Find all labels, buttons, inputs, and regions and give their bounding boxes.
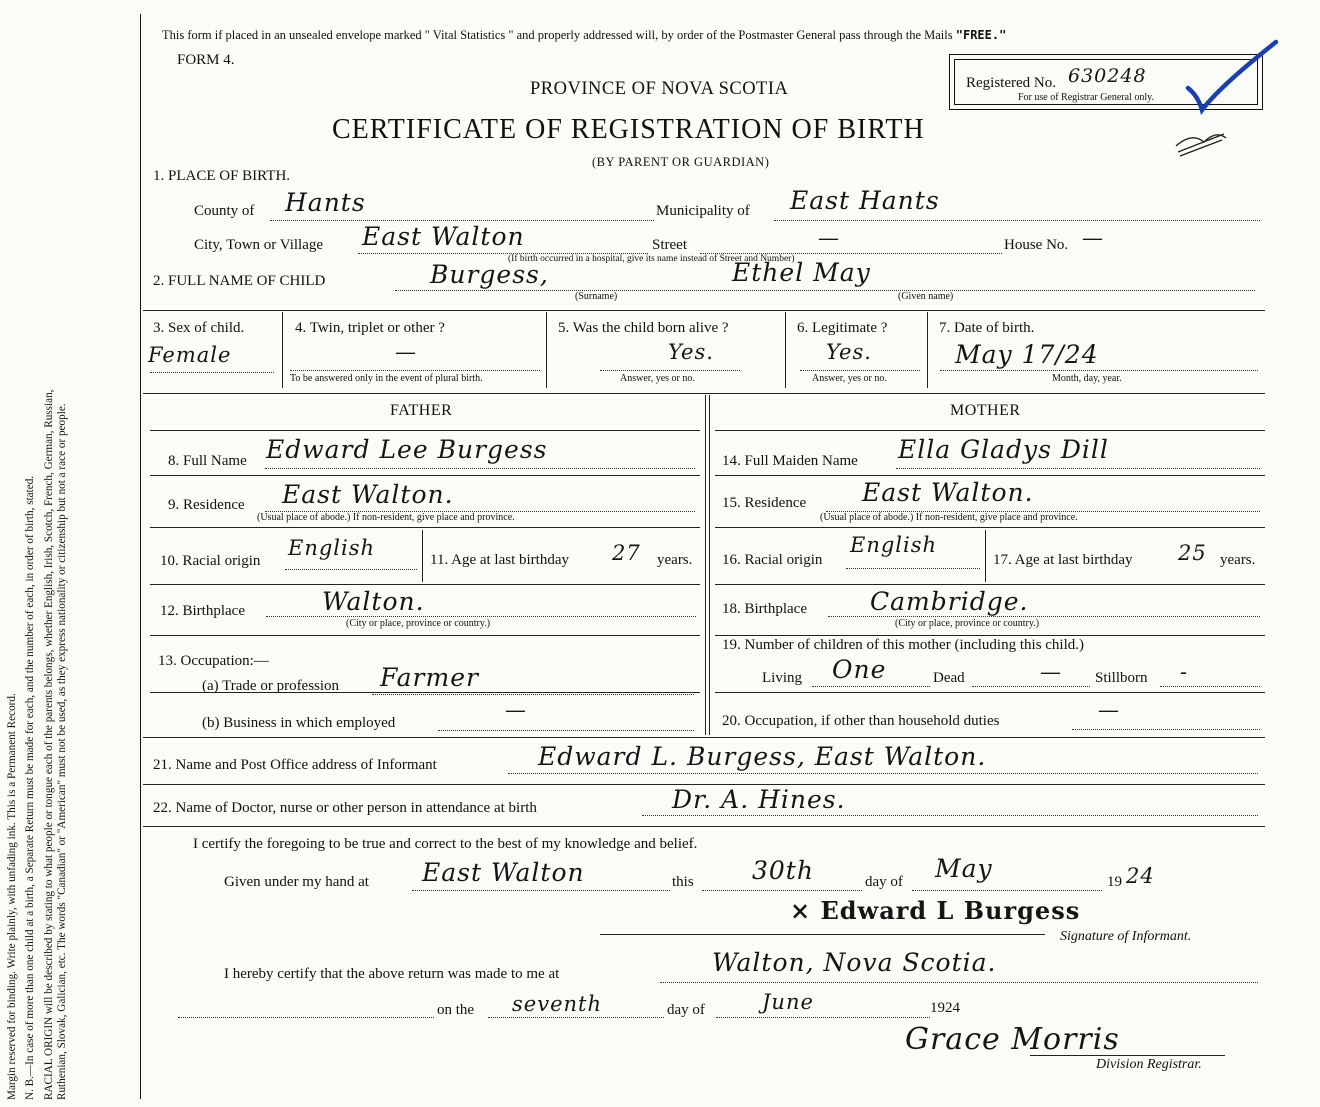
father-name-label: 8. Full Name — [168, 453, 247, 469]
certify-day-of-label: day of — [865, 874, 903, 890]
legitimate-label: 6. Legitimate ? — [797, 320, 888, 336]
registrar-place-line — [660, 982, 1258, 983]
certify-year-prefix: 19 — [1107, 874, 1122, 890]
hospital-note: (If birth occurred in a hospital, give its name instead of Street and Number) — [508, 254, 795, 264]
doctor-value: Dr. A. Hines. — [672, 785, 846, 814]
mother-age-divider — [985, 530, 986, 582]
born-alive-note: Answer, yes or no. — [620, 373, 695, 384]
father-racial-label: 10. Racial origin — [160, 553, 261, 569]
stillborn-value: - — [1180, 660, 1189, 684]
father-name-value: Edward Lee Burgess — [266, 435, 548, 464]
certify-month-line — [912, 890, 1102, 891]
father-rule-5 — [150, 635, 700, 636]
municipality-value: East Hants — [790, 186, 940, 215]
county-label: County of — [194, 203, 255, 219]
city-value: East Walton — [362, 222, 525, 251]
registrar-month-value: June — [762, 990, 814, 1014]
father-business-value: — — [505, 698, 527, 722]
father-birthplace-value: Walton. — [322, 587, 425, 616]
father-rule-3 — [150, 527, 700, 528]
surname-caption: (Surname) — [575, 291, 618, 302]
doctor-label: 22. Name of Doctor, nurse or other person in attendance at birth — [153, 800, 537, 816]
mother-residence-label: 15. Residence — [722, 495, 807, 511]
registrar-month-line — [716, 1017, 930, 1018]
informant-line — [508, 773, 1258, 774]
father-rule-1 — [150, 430, 700, 431]
child-given-name-value: Ethel May — [732, 258, 871, 287]
father-age-label: 11. Age at last birthday — [430, 552, 569, 568]
registrar-place-value: Walton, Nova Scotia. — [712, 948, 997, 977]
sex-label: 3. Sex of child. — [153, 320, 245, 336]
certify-day-value: 30th — [752, 856, 814, 885]
born-alive-label: 5. Was the child born alive ? — [558, 320, 729, 336]
father-birthplace-label: 12. Birthplace — [160, 603, 245, 619]
mother-rule-2 — [715, 475, 1265, 476]
row3-divider-3 — [785, 312, 786, 388]
mother-rule-5 — [715, 635, 1265, 636]
father-trade-label: (a) Trade or profession — [202, 678, 340, 694]
stillborn-label: Stillborn — [1095, 670, 1148, 686]
certificate-subtitle: (BY PARENT OR GUARDIAN) — [592, 155, 770, 169]
date-of-birth-label: 7. Date of birth. — [939, 320, 1035, 336]
struck-number — [1172, 126, 1232, 160]
form-number: FORM 4. — [177, 52, 235, 68]
father-residence-value: East Walton. — [282, 480, 454, 509]
postal-note — [162, 28, 1006, 43]
father-birthplace-line — [266, 616, 696, 617]
registrar-day-value: seventh — [512, 992, 602, 1016]
mother-age-label: 17. Age at last birthday — [993, 552, 1133, 568]
parents-divider-left — [705, 395, 706, 735]
house-number-label: House No. — [1004, 237, 1069, 253]
mother-rule-4 — [715, 584, 1265, 585]
legitimate-line — [800, 370, 920, 371]
mother-residence-value: East Walton. — [862, 478, 1034, 507]
mother-birthplace-note: (City or place, province or country.) — [895, 618, 1040, 629]
father-business-line — [438, 730, 694, 731]
given-under-label: Given under my hand at — [224, 874, 369, 890]
margin-note-4: Ruthenian, Slovak, Galician, etc. The words "Canadian" or "American" must not be used, as they express nationality or citizenship but not a race or people. — [55, 403, 68, 1100]
mother-rule-6 — [715, 692, 1265, 693]
father-rule-4 — [150, 584, 700, 585]
informant-signature-caption: Signature of Informant. — [1060, 929, 1192, 944]
street-label: Street — [652, 237, 687, 253]
mother-age-value: 25 — [1178, 541, 1207, 565]
row3-top-rule — [143, 310, 1265, 311]
registrar-signature-line — [1030, 1055, 1225, 1056]
municipality-line — [774, 220, 1260, 221]
sex-value: Female — [148, 343, 232, 367]
mother-racial-value: English — [850, 533, 938, 557]
child-surname-value: Burgess, — [430, 260, 549, 289]
father-age-unit: years. — [657, 552, 693, 568]
mother-heading: MOTHER — [950, 402, 1021, 419]
margin-note-1: Margin reserved for binding. Write plainly, with unfading ink. This is a Permanent Record. — [6, 693, 18, 1100]
living-value: One — [832, 655, 887, 684]
twin-note: To be answered only in the event of plural birth. — [290, 373, 483, 384]
margin-note-2: N. B.—In case of more than one child at a birth, a Separate Return must be made for each, and the number of each, in order of birth, stated. — [24, 475, 37, 1100]
registrar-signature: Grace Morris — [905, 1022, 1120, 1057]
province-heading: PROVINCE OF NOVA SCOTIA — [530, 79, 789, 99]
on-the-label: on the — [437, 1002, 475, 1018]
mother-age-unit: years. — [1220, 552, 1256, 568]
mother-children-label: 19. Number of children of this mother (including this child.) — [722, 637, 1085, 653]
informant-value: Edward L. Burgess, East Walton. — [538, 742, 987, 771]
father-rule-2 — [150, 475, 700, 476]
mother-name-value: Ella Gladys Dill — [898, 435, 1109, 464]
father-age-value: 27 — [612, 541, 641, 565]
mother-birthplace-label: 18. Birthplace — [722, 601, 807, 617]
legitimate-value: Yes. — [826, 340, 872, 364]
informant-signature: × Edward L Burgess — [790, 896, 1081, 925]
dead-value: — — [1040, 660, 1062, 684]
parents-divider-right — [709, 395, 710, 735]
twin-line — [290, 370, 540, 371]
registered-number: 630248 — [1068, 65, 1147, 87]
father-racial-value: English — [288, 536, 376, 560]
registrar-day-line — [488, 1017, 664, 1018]
living-label: Living — [762, 670, 802, 686]
living-line — [812, 686, 930, 687]
mother-name-label: 14. Full Maiden Name — [722, 453, 858, 469]
free-stamp: "FREE." — [955, 28, 1007, 42]
mother-rule-3 — [715, 527, 1265, 528]
parents-top-rule — [143, 393, 1265, 394]
registrar-caption: Division Registrar. — [1096, 1057, 1202, 1072]
mother-racial-line — [846, 568, 980, 569]
certify-month-value: May — [935, 854, 993, 883]
child-name-label: 2. FULL NAME OF CHILD — [153, 273, 326, 289]
date-of-birth-value: May 17/24 — [955, 340, 1099, 369]
check-mark — [1180, 36, 1285, 126]
street-value: — — [818, 226, 840, 250]
father-trade-line — [372, 694, 694, 695]
registrar-year-value: 1924 — [930, 1000, 960, 1016]
mother-racial-label: 16. Racial origin — [722, 552, 823, 568]
given-name-caption: (Given name) — [898, 291, 954, 302]
father-birthplace-note: (City or place, province or country.) — [346, 618, 491, 629]
mother-rule-1 — [715, 430, 1265, 431]
place-of-birth-label: 1. PLACE OF BIRTH. — [153, 168, 291, 184]
date-of-birth-note: Month, day, year. — [1052, 373, 1122, 384]
certify-statement: I certify the foregoing to be true and correct to the best of my knowledge and belief. — [193, 836, 698, 852]
dead-line — [972, 686, 1090, 687]
father-heading: FATHER — [390, 402, 453, 419]
mother-name-line — [896, 468, 1260, 469]
mother-birthplace-line — [828, 616, 1260, 617]
mother-occupation-value: — — [1098, 698, 1120, 722]
father-trade-value: Farmer — [380, 663, 479, 692]
mother-occupation-label: 20. Occupation, if other than household duties — [722, 713, 1000, 729]
row3-divider-4 — [927, 312, 928, 388]
row3-divider-1 — [282, 312, 283, 388]
row3-divider-2 — [546, 312, 547, 388]
registered-label: Registered No. — [966, 75, 1056, 91]
postal-note-text: This form if placed in an unsealed envelope marked " Vital Statistics " and properly addressed will, by order of the Postmaster General pass through the Mails — [162, 28, 953, 42]
father-residence-note: (Usual place of abode.) If non-resident, give place and province. — [257, 512, 515, 523]
mother-residence-note: (Usual place of abode.) If non-resident, give place and province. — [820, 512, 1078, 523]
informant-top-rule — [143, 737, 1265, 738]
informant-label: 21. Name and Post Office address of Informant — [153, 757, 437, 773]
certify-top-rule — [143, 826, 1265, 827]
father-occupation-label: 13. Occupation:— — [158, 653, 269, 669]
mother-occupation-line — [1072, 729, 1260, 730]
child-name-line — [395, 290, 1255, 291]
county-line — [270, 220, 654, 221]
county-value: Hants — [285, 188, 366, 217]
twin-value: — — [395, 340, 417, 364]
registrar-day-of-label: day of — [667, 1002, 705, 1018]
house-number-value: — — [1082, 226, 1104, 250]
twin-label: 4. Twin, triplet or other ? — [295, 320, 445, 336]
date-of-birth-line — [940, 370, 1258, 371]
registrar-statement: I hereby certify that the above return was made to me at — [224, 966, 560, 982]
certificate-title: CERTIFICATE OF REGISTRATION OF BIRTH — [332, 114, 925, 145]
sex-line — [150, 372, 274, 373]
father-business-label: (b) Business in which employed — [202, 715, 396, 731]
father-name-line — [265, 468, 695, 469]
registrar-blank-line — [178, 1017, 434, 1018]
given-place-value: East Walton — [422, 858, 585, 887]
born-alive-line — [600, 370, 740, 371]
informant-signature-line — [600, 934, 1045, 935]
born-alive-value: Yes. — [668, 340, 714, 364]
mother-birthplace-value: Cambridge. — [870, 587, 1029, 616]
legitimate-note: Answer, yes or no. — [812, 373, 887, 384]
father-racial-line — [285, 569, 417, 570]
registrar-general-note: For use of Registrar General only. — [1018, 92, 1154, 103]
binding-margin-line — [140, 14, 141, 1099]
margin-notes — [6, 10, 69, 1100]
this-label: this — [672, 874, 694, 890]
municipality-label: Municipality of — [656, 203, 750, 219]
father-age-divider — [422, 530, 423, 582]
certify-day-line — [702, 890, 862, 891]
doctor-line — [642, 815, 1258, 816]
dead-label: Dead — [933, 670, 965, 686]
stillborn-line — [1160, 686, 1260, 687]
given-place-line — [412, 890, 670, 891]
certify-year-value: 24 — [1126, 864, 1155, 888]
father-residence-label: 9. Residence — [168, 497, 245, 513]
margin-note-3: RACIAL ORIGIN will be described by stating to what people or tongue each of the parents belongs, whether English, Irish, Scotch, French, German, Russian, — [42, 389, 55, 1100]
city-label: City, Town or Village — [194, 237, 324, 253]
